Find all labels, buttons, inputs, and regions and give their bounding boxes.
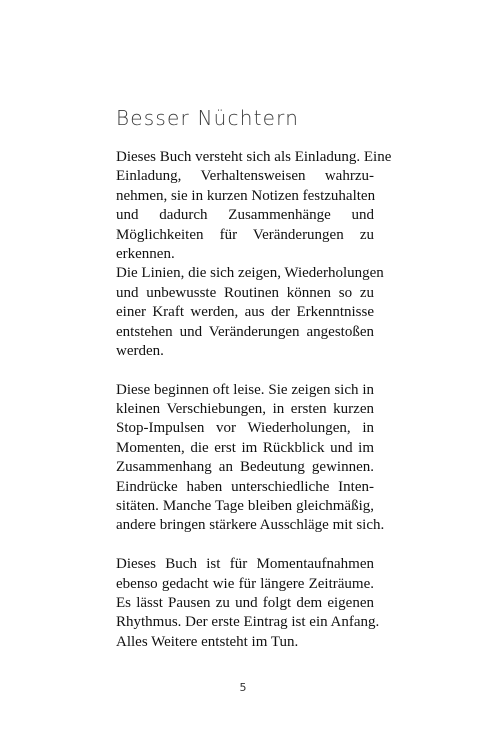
page-number: 5 — [239, 681, 247, 694]
text-line: Es lässt Pausen zu und folgt dem eigenen — [116, 594, 374, 611]
text-line: ebenso gedacht wie für längere Zeiträume. — [116, 575, 374, 592]
paragraph-gap — [116, 361, 374, 380]
text-line: Alles Weitere entsteht im Tun. — [116, 633, 299, 650]
text-line: Rhythmus. Der erste Eintrag ist ein Anfang. — [116, 614, 380, 631]
text-line: entstehen und Veränderungen angestoßen — [116, 323, 374, 340]
text-line: Einladung, Verhaltensweisen wahrzu- — [116, 168, 374, 185]
text-line: Momenten, die erst im Rückblick und im — [116, 439, 374, 456]
text-line: Möglichkeiten für Veränderungen zu — [116, 226, 374, 243]
text-line: Dieses Buch ist für Momentaufnahmen — [116, 556, 374, 573]
text-line: Stop-Impulsen vor Wiederholungen, in — [116, 420, 374, 437]
text-line: sitäten. Manche Tage bleiben gleichmäßig, — [116, 498, 374, 515]
text-line: werden. — [116, 342, 164, 359]
text-line: Zusammenhang an Bedeutung gewinnen. — [116, 459, 374, 476]
paragraph-intro — [116, 148, 392, 264]
text-line: Eindrücke haben unterschiedliche Inten- — [116, 478, 374, 495]
paragraph-closing — [116, 555, 380, 652]
paragraph-lines — [116, 264, 384, 361]
text-line: und unbewusste Routinen können so zu — [116, 284, 374, 301]
text-line: andere bringen stärkere Ausschläge mit sich. — [116, 517, 385, 534]
paragraph-gap — [116, 536, 374, 555]
text-line: nehmen, sie in kurzen Notizen festzuhalten — [116, 187, 376, 204]
text-line: Dieses Buch versteht sich als Einladung. Eine — [116, 149, 392, 165]
chapter-title: Besser Nüchtern — [116, 106, 300, 130]
text-line: erkennen. — [116, 245, 175, 262]
body-text — [116, 148, 392, 652]
text-line: kleinen Verschiebungen, in ersten kurzen — [116, 401, 374, 418]
paragraph-quiet — [116, 381, 385, 536]
text-line: Die Linien, die sich zeigen, Wiederholungen — [116, 265, 384, 282]
text-line: Diese beginnen oft leise. Sie zeigen sich in — [116, 381, 374, 398]
text-line: einer Kraft werden, aus der Erkenntnisse — [116, 304, 374, 321]
text-line: und dadurch Zusammenhänge und — [116, 207, 374, 224]
